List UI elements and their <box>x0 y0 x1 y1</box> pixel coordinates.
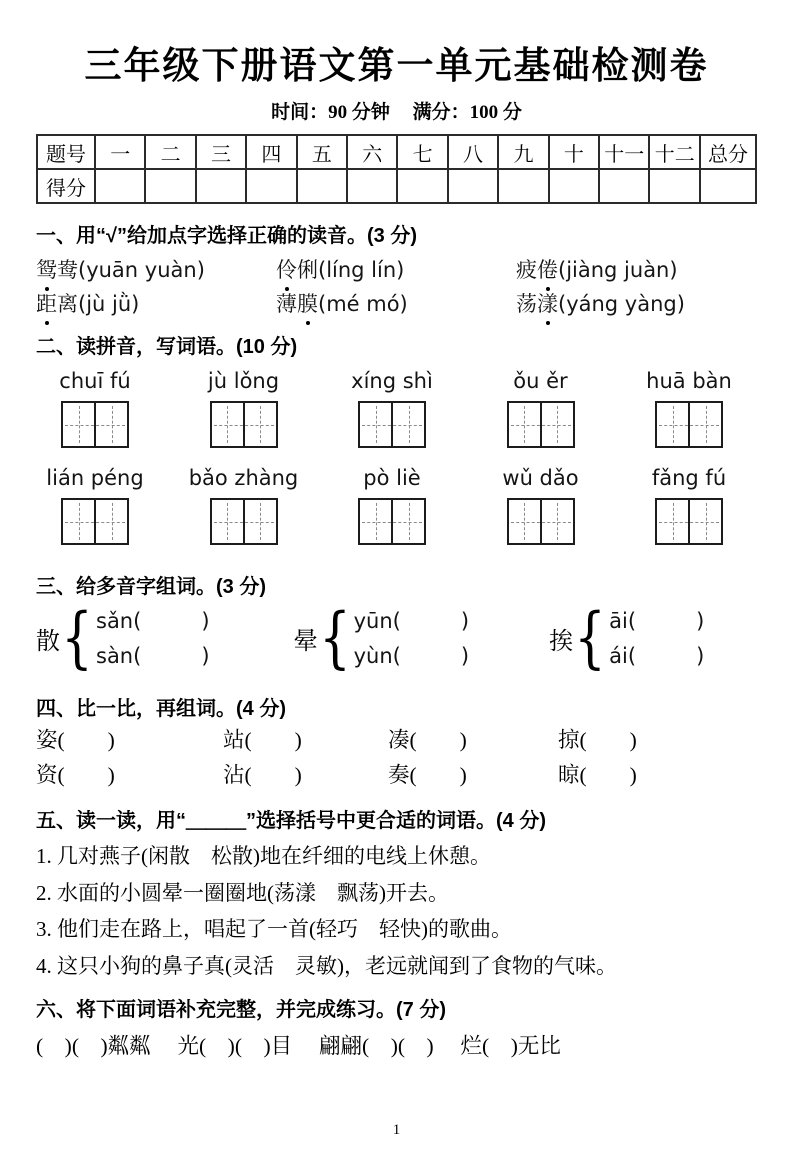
score-cell <box>448 169 498 203</box>
pinyin-label: fǎng fú <box>651 466 727 490</box>
score-cell <box>599 169 649 203</box>
writing-cell <box>688 403 721 446</box>
writing-cell <box>360 403 391 446</box>
pinyin-label: ǒu ěr <box>513 369 568 393</box>
writing-cell <box>688 500 721 543</box>
writing-cell <box>94 403 127 446</box>
score-col-7: 七 <box>397 135 447 169</box>
writing-box <box>655 401 723 448</box>
dotted-char: 伶 <box>276 253 297 287</box>
multi-sound-char: 挨 <box>549 628 574 655</box>
writing-cell <box>509 403 540 446</box>
word-item: 距离(jù jǜ) <box>36 287 276 321</box>
brace-icon <box>61 605 93 671</box>
answer-blank: ( ) <box>244 763 302 787</box>
answer-blank: ( ) <box>579 728 637 752</box>
writing-box <box>507 401 575 448</box>
pinyin-label: lián péng <box>46 466 144 490</box>
pinyin-column <box>482 368 600 448</box>
score-cell <box>297 169 347 203</box>
dotted-char: 漾 <box>537 287 558 321</box>
pronunciation-blank: sǎn( ) <box>96 608 210 633</box>
pinyin-choices: (mé mó) <box>318 292 408 316</box>
compare-words-row-2 <box>36 758 757 793</box>
answer-blank: ( ) <box>579 763 637 787</box>
score-col-8: 八 <box>448 135 498 169</box>
pinyin-label: bǎo zhàng <box>188 466 299 490</box>
writing-cell <box>94 500 127 543</box>
writing-cell <box>391 500 424 543</box>
pinyin-column <box>36 465 154 545</box>
pinyin-label: huā bàn <box>646 369 732 393</box>
compare-word: 奏( ) <box>388 763 467 787</box>
word-item: 荡漾(yáng yàng) <box>516 287 757 321</box>
dotted-char: 膜 <box>297 287 318 321</box>
score-cell <box>549 169 599 203</box>
score-col-10: 十 <box>549 135 599 169</box>
multi-sound-lines <box>609 608 704 669</box>
writing-box <box>358 498 426 545</box>
score-table-score-row <box>37 169 756 203</box>
score-col-2: 二 <box>145 135 195 169</box>
pinyin-choices: (líng lín) <box>318 258 405 282</box>
multi-sound-group <box>36 605 210 671</box>
score-cell <box>246 169 296 203</box>
full-score: 满分：100 分 <box>412 102 522 123</box>
section-4-heading: 四、比一比，再组词。(4 分) <box>36 698 286 720</box>
pinyin-label: xíng shì <box>351 369 433 393</box>
section-6-heading: 六、将下面词语补充完整，并完成练习。(7 分) <box>36 999 446 1021</box>
score-col-12: 十二 <box>649 135 700 169</box>
dotted-char: 倦 <box>537 253 558 287</box>
writing-cell <box>509 500 540 543</box>
score-cell <box>145 169 195 203</box>
writing-cell <box>212 403 243 446</box>
score-row-label: 得分 <box>37 169 95 203</box>
writing-cell <box>243 403 276 446</box>
pinyin-label: chuī fú <box>59 369 131 393</box>
compare-word: 资( ) <box>36 763 115 787</box>
writing-cell <box>63 403 94 446</box>
score-cell <box>95 169 145 203</box>
compare-words-row-1 <box>36 723 757 758</box>
writing-box <box>61 498 129 545</box>
writing-cell <box>657 403 688 446</box>
pinyin-column <box>482 465 600 545</box>
word-item: 伶俐(líng lín) <box>276 253 516 287</box>
pinyin-column <box>630 465 748 545</box>
sentence: 3. 他们走在路上，唱起了一首(轻巧 轻快)的歌曲。 <box>36 917 512 941</box>
multi-sound-lines <box>354 608 470 669</box>
section-2-heading: 二、读拼音，写词语。(10 分) <box>36 336 298 358</box>
pinyin-choices: (jiàng juàn) <box>558 258 678 282</box>
score-col-11: 十一 <box>599 135 649 169</box>
section-1-words <box>36 253 757 321</box>
answer-blank: ( ) <box>57 728 115 752</box>
writing-cell <box>391 403 424 446</box>
section-5-heading: 五、读一读，用“＿＿＿”选择括号中更合适的词语。(4 分) <box>36 810 546 832</box>
writing-box <box>358 401 426 448</box>
compare-word: 沾( ) <box>223 763 302 787</box>
word-item: 鸳鸯(yuān yuàn) <box>36 253 276 287</box>
score-cell <box>397 169 447 203</box>
compare-word: 站( ) <box>223 728 302 752</box>
multi-sound-group <box>549 605 704 671</box>
section-1-heading: 一、用“√”给加点字选择正确的读音。(3 分) <box>36 225 417 247</box>
pinyin-column <box>630 368 748 448</box>
sentence: 4. 这只小狗的鼻子真(灵活 灵敏)，老远就闻到了食物的气味。 <box>36 953 617 978</box>
writing-cell <box>540 500 573 543</box>
score-col-6: 六 <box>347 135 397 169</box>
pinyin-column <box>36 368 154 448</box>
pronunciation-blank: āi( ) <box>609 608 705 633</box>
writing-cell <box>540 403 573 446</box>
score-col-9: 九 <box>498 135 548 169</box>
multi-sound-char: 晕 <box>293 628 318 655</box>
writing-box <box>61 401 129 448</box>
idiom-completion-line: ( )( )粼粼 光( )( )目 翩翩( )( ) 烂( )无比 <box>36 1034 561 1058</box>
multi-sound-row <box>36 605 757 671</box>
sentence: 2. 水面的小圆晕一圈圈地(荡漾 飘荡)开去。 <box>36 880 449 905</box>
score-cell <box>498 169 548 203</box>
writing-cell <box>657 500 688 543</box>
sentence: 1. 几对燕子(闲散 松散)地在纤细的电线上休憩。 <box>36 844 491 868</box>
score-cell <box>649 169 700 203</box>
pinyin-box-row-2 <box>36 465 748 545</box>
word-item: 疲倦(jiàng juàn) <box>516 253 757 287</box>
pinyin-choices: (jù jǜ) <box>78 292 140 316</box>
pronunciation-blank: yūn( ) <box>353 608 470 633</box>
score-col-4: 四 <box>246 135 296 169</box>
score-cell-total <box>700 169 756 203</box>
score-col-5: 五 <box>297 135 347 169</box>
time-limit: 时间：90 分钟 <box>271 102 390 123</box>
writing-cell <box>212 500 243 543</box>
writing-cell <box>63 500 94 543</box>
pinyin-choices: (yuān yuàn) <box>78 258 205 282</box>
pinyin-label: jù lǒng <box>207 369 280 393</box>
section-5-sentences <box>36 838 757 984</box>
pinyin-label: wǔ dǎo <box>502 466 579 490</box>
pinyin-column <box>333 465 451 545</box>
writing-box <box>210 401 278 448</box>
pronunciation-blank: ái( ) <box>609 643 705 668</box>
dotted-char: 距 <box>36 287 57 321</box>
multi-sound-char: 散 <box>36 628 60 655</box>
compare-word: 凑( ) <box>388 728 467 752</box>
score-table-header-row <box>37 135 756 169</box>
pinyin-column <box>333 368 451 448</box>
writing-cell <box>243 500 276 543</box>
pinyin-label: pò liè <box>363 466 421 490</box>
compare-word: 晾( ) <box>558 763 637 787</box>
score-col-total: 总分 <box>700 135 756 169</box>
exam-page <box>0 44 793 1061</box>
score-col-1: 一 <box>95 135 145 169</box>
compare-word: 掠( ) <box>558 728 637 752</box>
word-item: 薄膜(mé mó) <box>276 287 516 321</box>
page-title: 三年级下册语文第一单元基础检测卷 <box>84 45 709 86</box>
pinyin-box-row-1 <box>36 368 748 448</box>
brace-icon <box>319 605 351 671</box>
page-number: 1 <box>392 1122 401 1138</box>
exam-meta <box>36 101 757 125</box>
multi-sound-lines <box>96 608 210 669</box>
pinyin-column <box>185 465 303 545</box>
score-table-header-label: 题号 <box>37 135 95 169</box>
section-3-heading: 三、给多音字组词。(3 分) <box>36 576 266 598</box>
score-col-3: 三 <box>196 135 246 169</box>
pinyin-choices: (yáng yàng) <box>558 292 685 316</box>
pronunciation-blank: sàn( ) <box>96 643 210 668</box>
score-cell <box>196 169 246 203</box>
score-cell <box>347 169 397 203</box>
answer-blank: ( ) <box>409 728 467 752</box>
answer-blank: ( ) <box>57 763 115 787</box>
writing-box <box>655 498 723 545</box>
answer-blank: ( ) <box>409 763 467 787</box>
multi-sound-group <box>294 605 470 671</box>
compare-word: 姿( ) <box>36 728 115 752</box>
pronunciation-blank: yùn( ) <box>353 643 470 668</box>
pinyin-column <box>185 368 303 448</box>
answer-blank: ( ) <box>244 728 302 752</box>
writing-box <box>210 498 278 545</box>
writing-cell <box>360 500 391 543</box>
brace-icon <box>574 605 606 671</box>
dotted-char: 鸳 <box>36 253 57 287</box>
writing-box <box>507 498 575 545</box>
score-table <box>36 134 757 204</box>
